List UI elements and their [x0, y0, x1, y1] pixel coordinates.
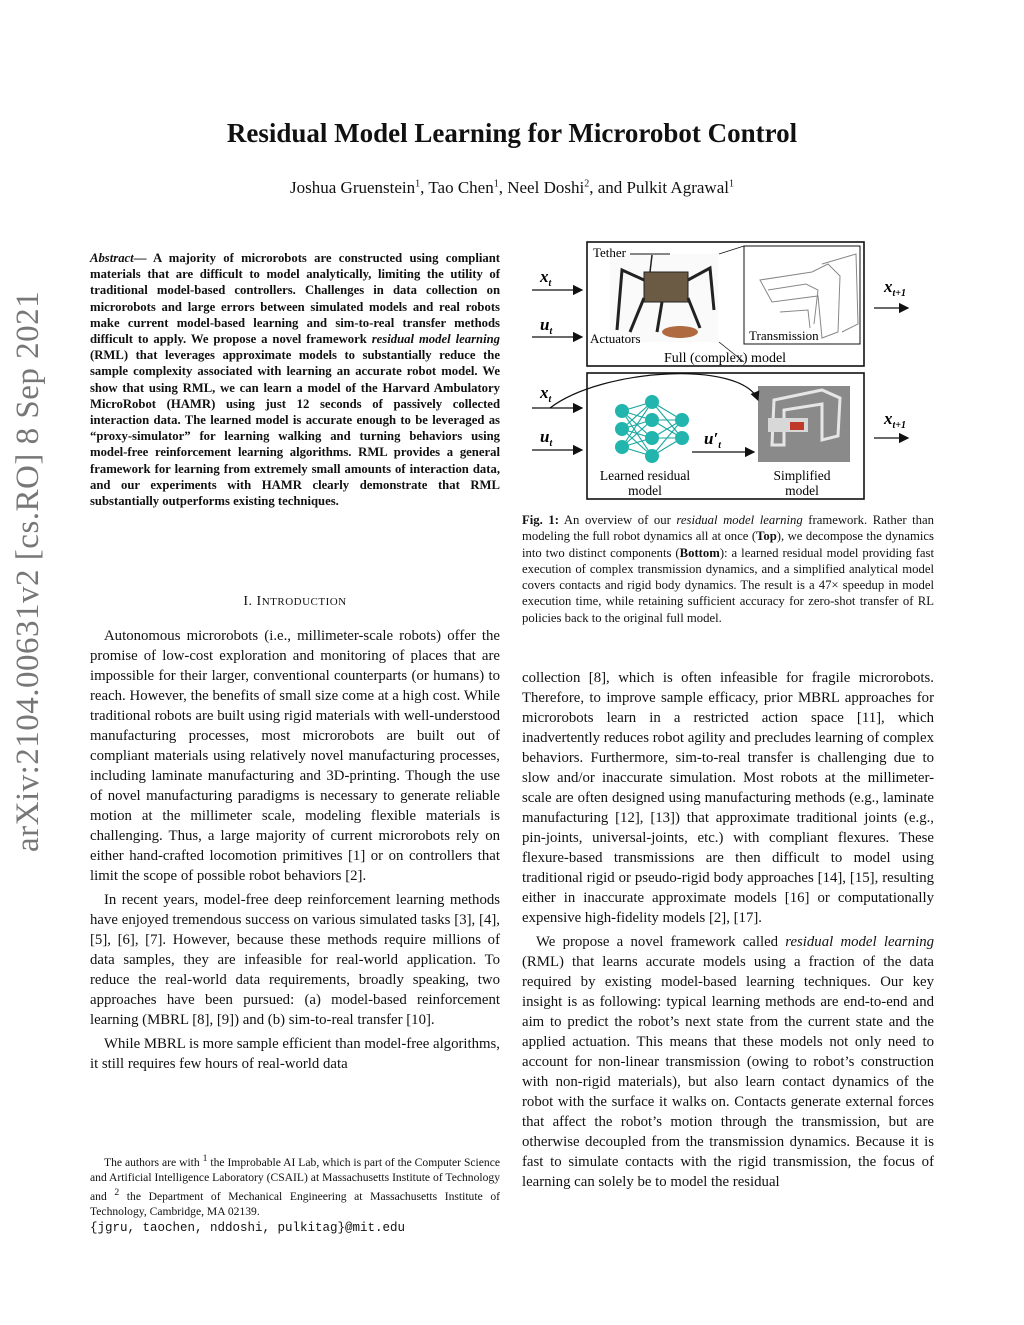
abstract-dash: —: [133, 251, 153, 265]
label-x-t-bottom: $x_t$: [540, 383, 552, 405]
label-x-next-bottom: $x_{t+1}$: [884, 409, 906, 431]
left-column-body: [90, 626, 500, 1074]
robot-photo: [610, 254, 718, 342]
author-affiliation: 1: [493, 178, 499, 190]
caption-part: ): a learned residual model providing fast execution of complex transmission dynamics, and a simplified analytical model covers contacts and rigid body dynamics. The result is a 47× speedup in model execution time, while retaining sufficient accuracy for zero-shot transfer of RL policies back to the original full model.: [522, 545, 935, 625]
abstract-text-1: A majority of microrobots are constructed using compliant materials that are difficult to model analytically, limiting the utility of traditional model-based controllers. Challenges in data collection on microrobots and large errors between simulated models and real robots make current model-based learning and sim-to-real transfer methods difficult to apply. We propose a novel framework: [90, 251, 500, 347]
paragraph: [522, 932, 934, 1192]
author-affiliation: 1: [415, 178, 421, 190]
author-separator: ,: [498, 178, 508, 197]
author-separator: , and: [589, 178, 627, 197]
label-full-model: Full (complex) model: [663, 351, 787, 366]
caption-emphasis: residual model learning: [676, 513, 803, 527]
caption-part: An overview of our: [558, 513, 677, 527]
affiliation-footnote: [90, 1151, 500, 1236]
label-tether: Tether: [593, 245, 627, 260]
author-separator: ,: [420, 178, 429, 197]
paragraph: collection [8], which is often infeasible for fragile microrobots. Therefore, to improve sample efficacy, prior MBRL approaches for microrobots learn in a restricted action space [11], which inadvertently reduces robot agility and precludes learning of complex behaviors. Furthermore, sim-to-real transfer is challenging due to slow and/or inaccurate simulation. Most robots at the millimeter-scale are often designed using manufacturing methods (e.g., laminate manufacturing [12], [13]) that approximate traditional joints (e.g., pin-joints, universal-joints, etc.) with compliant flexures. These flexure-based transmissions are then difficult to model using traditional rigid or pseudo-rigid body approaches [14], [15], resulting either in inaccurate approximate models [16] or computationally expensive high-fidelity models [2], [17].: [522, 670, 934, 926]
section-heading-introduction: [90, 594, 500, 610]
label-learned-residual-model: model: [628, 483, 662, 498]
author-name: Neel Doshi: [507, 178, 585, 197]
footnote-sup: 1: [202, 1153, 208, 1164]
caption-bold: Top: [756, 529, 777, 544]
section-number: I.: [243, 594, 257, 609]
paragraph-part: (RML) that learns accurate models using a fraction of the data required by existing model-based learning techniques. Our key insight is as following: typical learning methods are end-to-end and aim to predict the robot’s next state from the current state and the applied actuation. This means that these models not only need to account for non-linear transmission (owing to robot’s construction with non-rigid materials), but also learn contact dynamics of the robot with the surface it walks on. Contacts generate external forces that affect the robot’s motion through the transmission, but are otherwise decoupled from the transmission dynamics. Because it is fast to simulate contacts with the rigid transmission, the focus of learning can solely be to model the residual: [522, 954, 934, 1190]
label-x-t: $x_t$: [540, 267, 552, 289]
right-column-body: [522, 668, 934, 1192]
paper-title: Residual Model Learning for Microrobot Control: [226, 118, 798, 148]
simplified-model-render: [758, 386, 850, 462]
abstract-text-2: (RML) that leverages approximate models to substantially reduce the sample complexity associated with learning an accurate robot model. We show that using RML, we can learn a model of the Harvard Ambulatory MicroRobot (HAMR) using just 12 seconds of passively collected interaction data. The learned model is accurate enough to be leveraged as “proxy-simulator” for learning walking and turning behaviors using model-free reinforcement learning algorithms. RML provides a general framework for learning from extremely small amounts of interaction data, and our experiments with HAMR clearly demonstrate that RML substantially outperforms existing techniques.: [90, 348, 500, 509]
section-title-rest: NTRODUCTION: [261, 596, 347, 608]
footnote-sup: 2: [114, 1187, 120, 1199]
paragraph-emphasis: residual model learning: [785, 934, 934, 950]
footnote-text: [90, 1151, 500, 1236]
author-list: [0, 178, 1024, 198]
caption-label: Fig. 1:: [522, 513, 559, 527]
label-transmission: Transmission: [749, 328, 819, 343]
abstract-label: Abstract: [90, 251, 134, 265]
abstract: [90, 250, 500, 509]
label-actuators: Actuators: [590, 331, 641, 346]
caption-part: ), we decompose the dynamics into two distinct components (: [522, 529, 934, 560]
author-emails: {jgru, taochen, nddoshi, pulkitag}@mit.edu: [90, 1220, 406, 1235]
paragraph: In recent years, model-free deep reinforcement learning methods have enjoyed tremendous success on various simulated tasks [3], [4], [5], [6], [7]. However, because these methods require millions of data samples, they are infeasible for real-world application. To reduce the real-world data requirements, broadly speaking, two approaches have been pursued: (a) model-based reinforcement learning (MBRL [8], [9]) and (b) sim-to-real transfer [10].: [90, 892, 500, 1028]
author-name: Joshua Gruenstein: [290, 178, 416, 197]
author-affiliation: 2: [584, 178, 590, 190]
caption-part: framework. Rather than modeling the full robot dynamics all at once (: [522, 513, 934, 544]
caption-bold: Bottom: [679, 545, 720, 560]
paragraph-part: We propose a novel framework called: [536, 934, 786, 950]
label-simplified: Simplified: [773, 468, 831, 483]
author-name: Tao Chen: [428, 178, 494, 197]
label-u-t-bottom: $u_t$: [540, 427, 553, 449]
footnote-part: the Improbable AI Lab, which is part of the Computer Science and Artificial Intelligence Laboratory (CSAIL) at Massachusetts Institute of Technology and: [90, 1155, 501, 1204]
author-affiliation: 1: [728, 178, 734, 190]
label-simplified-model: model: [785, 483, 819, 498]
label-x-next-top: $x_{t+1}$: [884, 277, 906, 299]
label-u-prime-t: $u'_t$: [704, 429, 722, 451]
paragraph: While MBRL is more sample efficient than model-free algorithms, it still requires few hours of real-world data: [90, 1036, 500, 1072]
label-learned-residual: Learned residual: [599, 468, 691, 483]
figure-1: [522, 240, 942, 505]
arxiv-identifier: arXiv:2104.00631v2 [cs.RO] 8 Sep 2021: [10, 290, 46, 852]
abstract-emphasis: residual model learning: [371, 332, 500, 347]
author-name: Pulkit Agrawal: [626, 178, 729, 197]
figure-1-diagram: [522, 240, 942, 505]
section-title-initial: I: [256, 594, 262, 609]
label-u-t: $u_t$: [540, 315, 553, 337]
figure-1-caption: [522, 512, 934, 626]
footnote-part: The authors are with: [104, 1155, 203, 1169]
paragraph: Autonomous microrobots (i.e., millimeter-scale robots) offer the promise of low-cost exploration and monitoring of places that are impossible for their larger, conventional counterparts (or humans) to reach. However, the benefits of small size come at a high cost. While traditional robots are built using rigid materials with well-understood manufacturing processes, most microrobots are built out of compliant materials using relatively novel manufacturing processes, including laminate manufacturing and 3D-printing. Though the use of novel manufacturing paradigms is necessary to generate reliable motion at the millimeter scale, modeling flexible materials is challenging. Thus, a large majority of current microrobots rely on either hand-crafted locomotion primitives [1] or on controllers that limit the scope of possible robot behaviors [2].: [90, 628, 500, 884]
footnote-part: the Department of Mechanical Engineering at Massachusetts Institute of Technology, Cambridge, MA 02139.: [90, 1190, 500, 1219]
